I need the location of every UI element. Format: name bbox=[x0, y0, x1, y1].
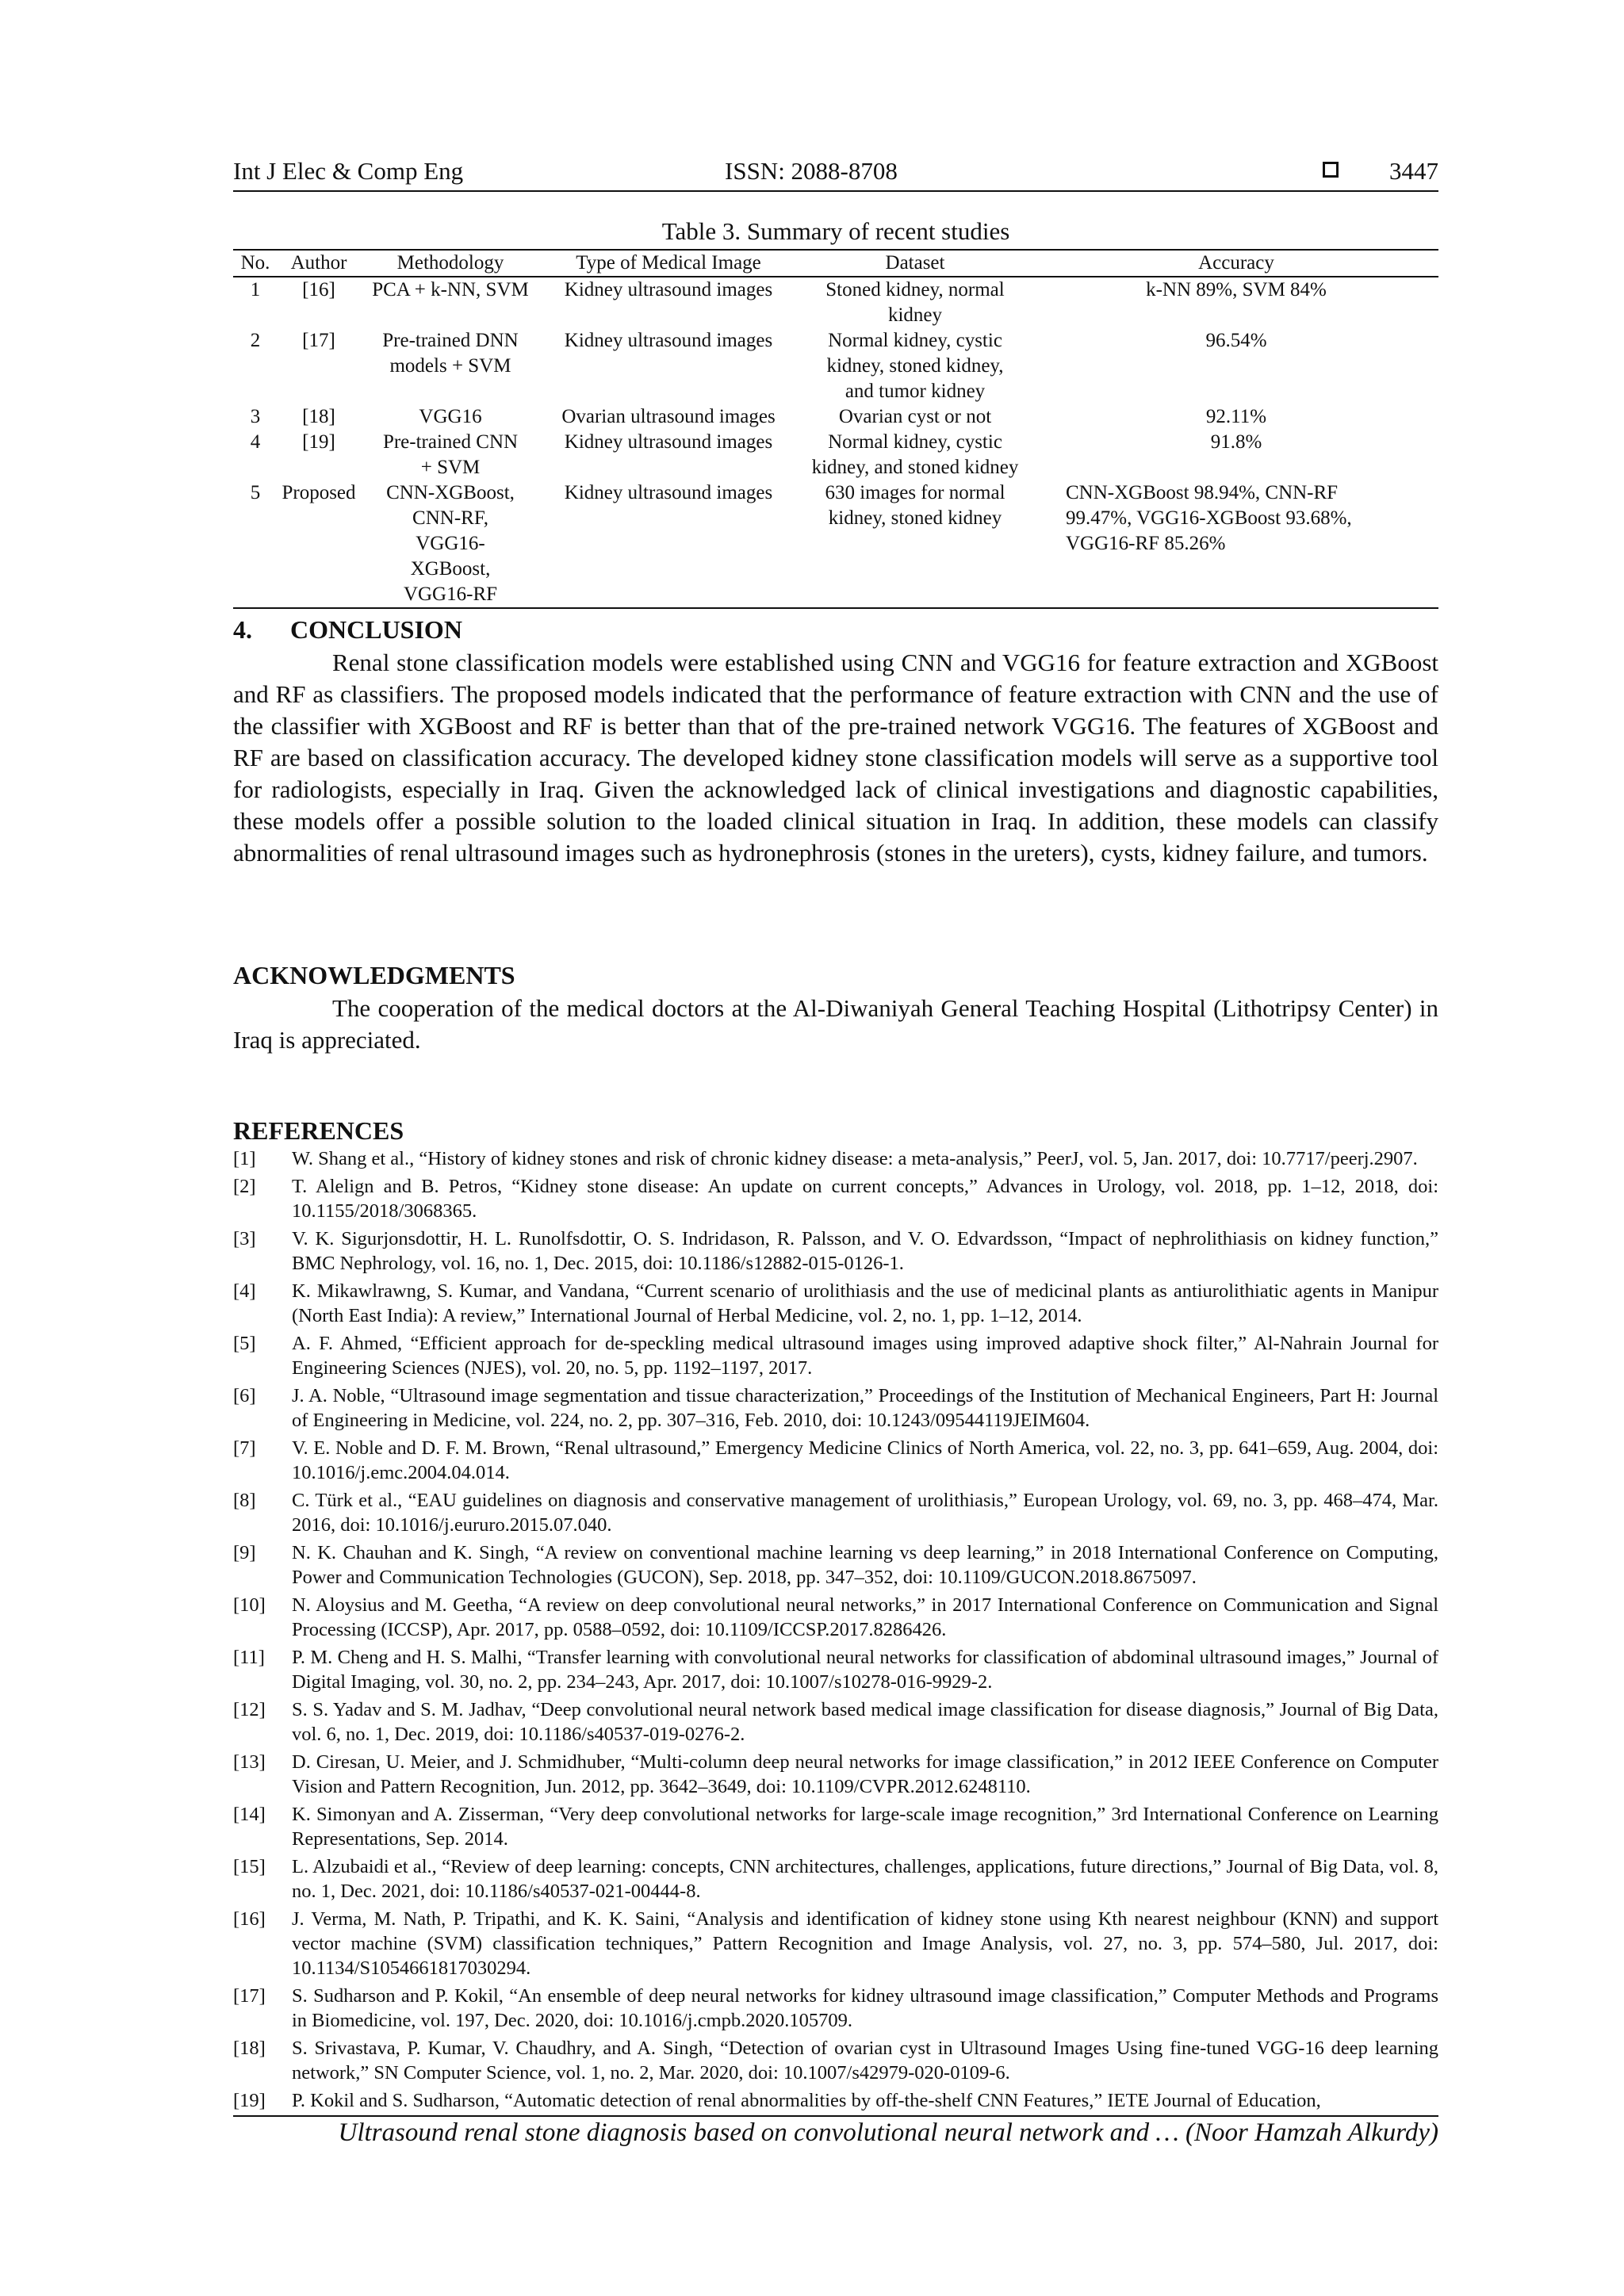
table-cell: 5 bbox=[233, 480, 278, 608]
reference-number: [4] bbox=[233, 1280, 256, 1302]
reference-number: [1] bbox=[233, 1148, 256, 1169]
reference-text: T. Alelign and B. Petros, “Kidney stone disease: An update on current concepts,” Advances in Urology, vol. 2018, pp. 1–12, 2018, doi: 10.1155/2018/3068365. bbox=[292, 1176, 1438, 1222]
reference-text: J. A. Noble, “Ultrasound image segmentation and tissue characterization,” Proceedings of the Institution of Mechanical Engineers, Part H: Journal of Engineering in Medicine, vol. 224, no. 2, pp. 307–316, Feb. 2010, doi: 10.1243/09544119JEIM604. bbox=[292, 1385, 1438, 1431]
table-cell: 96.54% bbox=[1205, 330, 1267, 351]
reference-text: S. Sudharson and P. Kokil, “An ensemble of deep neural networks for kidney ultrasound image classification,” Computer Methods and Programs in Biomedicine, vol. 197, Dec. 2020, doi: 10.1016/j.cmpb.2020.105709. bbox=[292, 1985, 1438, 2031]
conclusion-heading bbox=[233, 615, 462, 645]
reference-number: [14] bbox=[233, 1804, 266, 1825]
table-cell: [19] bbox=[302, 431, 335, 453]
reference-number: [16] bbox=[233, 1908, 266, 1930]
table-cell: 630 images for normal kidney, stoned kidney bbox=[796, 480, 1034, 608]
table-cell: CNN-XGBoost 98.94%, CNN-RF 99.47%, VGG16-XGBoost 93.68%, VGG16-RF 85.26% bbox=[1034, 480, 1438, 608]
footer-rule bbox=[233, 2115, 1438, 2117]
acknowledgments-heading: ACKNOWLEDGMENTS bbox=[233, 961, 515, 989]
reference-number: [3] bbox=[233, 1228, 256, 1249]
table-caption: Table 3. Summary of recent studies bbox=[661, 217, 1010, 245]
reference-text: D. Ciresan, U. Meier, and J. Schmidhuber, “Multi-column deep neural networks for image classification,” in 2012 IEEE Conference on Computer Vision and Pattern Recognition, Jun. 2012, pp. 3642–3649, doi: 10.1109/CVPR.2012.6248110. bbox=[292, 1751, 1438, 1797]
reference-item bbox=[233, 1802, 1438, 1851]
reference-item bbox=[233, 1436, 1438, 1485]
reference-text: N. Aloysius and M. Geetha, “A review on deep convolutional neural networks,” in 2017 International Conference on Communication and Signal Processing (ICCSP), Apr. 2017, pp. 0588–0592, doi: 10.1109/ICCSP.2017.8286426. bbox=[292, 1594, 1438, 1640]
table-cell: [16] bbox=[302, 279, 335, 300]
table-cell: PCA + k-NN, SVM bbox=[372, 279, 529, 300]
table-cell: Proposed bbox=[278, 480, 360, 608]
reference-number: [2] bbox=[233, 1176, 256, 1197]
table-cell: 1 bbox=[250, 279, 261, 300]
column-header: Type of Medical Image bbox=[541, 250, 796, 277]
reference-number: [9] bbox=[233, 1542, 256, 1563]
table-cell: VGG16 bbox=[419, 406, 482, 427]
table-cell: 91.8% bbox=[1210, 431, 1262, 453]
reference-text: P. M. Cheng and H. S. Malhi, “Transfer learning with convolutional neural networks for classification of abdominal ultrasound images,” Journal of Digital Imaging, vol. 30, no. 2, pp. 234–243, Apr. 2017, doi: 10.1007/s10278-016-9929-2. bbox=[292, 1647, 1438, 1693]
table-cell: Normal kidney, cystic kidney, and stoned kidney bbox=[811, 431, 1019, 478]
table-row bbox=[233, 480, 1438, 608]
reference-list bbox=[233, 1146, 1438, 2116]
table-cell: 2 bbox=[250, 330, 261, 351]
reference-item bbox=[233, 1488, 1438, 1537]
reference-item bbox=[233, 1854, 1438, 1904]
page-number: 3447 bbox=[1389, 157, 1438, 185]
reference-number: [11] bbox=[233, 1647, 265, 1668]
reference-item bbox=[233, 1146, 1438, 1171]
reference-number: [18] bbox=[233, 2038, 266, 2059]
reference-text: S. Srivastava, P. Kumar, V. Chaudhry, and A. Singh, “Detection of ovarian cyst in Ultrasound Images Using fine-tuned VGG-16 deep learning network,” SN Computer Science, vol. 1, no. 2, Mar. 2020, doi: 10.1007/s42979-020-0109-6. bbox=[292, 2038, 1438, 2084]
reference-text: P. Kokil and S. Sudharson, “Automatic detection of renal abnormalities by off-the-shelf CNN Features,” IETE Journal of Education, bbox=[292, 2090, 1321, 2111]
reference-item bbox=[233, 1984, 1438, 2033]
reference-item bbox=[233, 1279, 1438, 1328]
reference-text: L. Alzubaidi et al., “Review of deep learning: concepts, CNN architectures, challenges, applications, future directions,” Journal of Big Data, vol. 8, no. 1, Dec. 2021, doi: 10.1186/s40537-021-00444-8. bbox=[292, 1856, 1438, 1902]
table-cell: Kidney ultrasound images bbox=[564, 330, 773, 351]
reference-text: K. Simonyan and A. Zisserman, “Very deep convolutional networks for large-scale image recognition,” 3rd International Conference on Learning Representations, Sep. 2014. bbox=[292, 1804, 1438, 1850]
reference-number: [7] bbox=[233, 1437, 256, 1459]
table-cell: 92.11% bbox=[1205, 406, 1267, 427]
reference-item bbox=[233, 1645, 1438, 1694]
table-cell: Ovarian ultrasound images bbox=[561, 406, 776, 427]
reference-item bbox=[233, 1226, 1438, 1276]
section-title: CONCLUSION bbox=[290, 615, 462, 644]
reference-number: [10] bbox=[233, 1594, 266, 1616]
reference-text: V. K. Sigurjonsdottir, H. L. Runolfsdottir, O. S. Indridason, R. Palsson, and V. O. Edvardsson, “Impact of nephrolithiasis on kidney function,” BMC Nephrology, vol. 16, no. 1, Dec. 2015, doi: 10.1186/s12882-015-0126-1. bbox=[292, 1228, 1438, 1274]
header-rule bbox=[233, 190, 1438, 192]
reference-text: K. Mikawlrawng, S. Kumar, and Vandana, “Current scenario of urolithiasis and the use of medicinal plants as antiurolithiatic agents in Manipur (North East India): A review,” International Journal of Herbal Medicine, vol. 2, no. 1, pp. 1–12, 2014. bbox=[292, 1280, 1438, 1326]
reference-item bbox=[233, 1907, 1438, 1980]
column-header: Author bbox=[278, 250, 360, 277]
reference-text: N. K. Chauhan and K. Singh, “A review on conventional machine learning vs deep learning,” in 2018 International Conference on Computing, Power and Communication Technologies (GUCON), Sep. 2018, pp. 347–352, doi: 10.1109/GUCON.2018.8675097. bbox=[292, 1542, 1438, 1588]
table-cell: 3 bbox=[250, 406, 261, 427]
reference-item bbox=[233, 2088, 1438, 2113]
reference-text: V. E. Noble and D. F. M. Brown, “Renal ultrasound,” Emergency Medicine Clinics of North America, vol. 22, no. 3, pp. 641–659, Aug. 2004, doi: 10.1016/j.emc.2004.04.014. bbox=[292, 1437, 1438, 1483]
square-outline-icon bbox=[1323, 162, 1339, 178]
journal-name: Int J Elec & Comp Eng bbox=[233, 157, 464, 185]
acknowledgments-paragraph: The cooperation of the medical doctors at the Al-Diwaniyah General Teaching Hospital (Lithotripsy Center) in Iraq is appreciated. bbox=[233, 994, 1438, 1054]
table-cell: [18] bbox=[302, 406, 335, 427]
table-cell: Ovarian cyst or not bbox=[838, 406, 992, 427]
table-row bbox=[233, 430, 1438, 480]
reference-number: [13] bbox=[233, 1751, 266, 1773]
reference-number: [5] bbox=[233, 1333, 256, 1354]
reference-item bbox=[233, 1331, 1438, 1380]
reference-number: [8] bbox=[233, 1490, 256, 1511]
column-header: Accuracy bbox=[1034, 250, 1438, 277]
table-row bbox=[233, 404, 1438, 430]
table-cell: Pre-trained CNN + SVM bbox=[382, 431, 519, 478]
table-cell: k-NN 89%, SVM 84% bbox=[1146, 279, 1327, 300]
table-row bbox=[233, 277, 1438, 328]
table-header-row bbox=[233, 250, 1438, 277]
table-cell: Kidney ultrasound images bbox=[564, 431, 773, 453]
reference-item bbox=[233, 1593, 1438, 1642]
reference-item bbox=[233, 1174, 1438, 1223]
reference-text: C. Türk et al., “EAU guidelines on diagnosis and conservative management of urolithiasis,” European Urology, vol. 69, no. 3, pp. 468–474, Mar. 2016, doi: 10.1016/j.eururo.2015.07.040. bbox=[292, 1490, 1438, 1536]
running-header bbox=[233, 157, 1438, 192]
reference-text: J. Verma, M. Nath, P. Tripathi, and K. K. Saini, “Analysis and identification of kidney stone using Kth nearest neighbour (KNN) and support vector machine (SVM) classification techniques,” Pattern Recognition and Image Analysis, vol. 27, no. 3, pp. 574–580, Jul. 2017, doi: 10.1134/S1054661817030294. bbox=[292, 1908, 1438, 1979]
table-cell: Stoned kidney, normal kidney bbox=[825, 279, 1005, 326]
references-heading: REFERENCES bbox=[233, 1116, 404, 1145]
running-footer: Ultrasound renal stone diagnosis based on convolutional neural network and … (Noor Hamzah Alkurdy) bbox=[338, 2118, 1438, 2147]
reference-text: A. F. Ahmed, “Efficient approach for de-speckling medical ultrasound images using improved adaptive shock filter,” Al-Nahrain Journal for Engineering Sciences (NJES), vol. 20, no. 5, pp. 1192–1197, 2017. bbox=[292, 1333, 1438, 1379]
table-cell: Kidney ultrasound images bbox=[564, 279, 773, 300]
column-header: Dataset bbox=[796, 250, 1034, 277]
reference-number: [17] bbox=[233, 1985, 266, 2007]
table-cell: Kidney ultrasound images bbox=[541, 480, 796, 608]
reference-number: [19] bbox=[233, 2090, 266, 2111]
conclusion-paragraph: Renal stone classification models were established using CNN and VGG16 for feature extraction and XGBoost and RF as classifiers. The proposed models indicated that the performance of feature extraction with CNN and the use of the classifier with XGBoost and RF is better than that of the pre-trained network VGG16. The features of XGBoost and RF are based on classification accuracy. The developed kidney stone classification models will serve as a supportive tool for radiologists, especially in Iraq. Given the acknowledged lack of clinical investigations and diagnostic capabilities, these models offer a possible solution to the loaded clinical situation in Iraq. In addition, these models can classify abnormalities of renal ultrasound images such as hydronephrosis (stones in the ureters), cysts, kidney failure, and tumors. bbox=[233, 649, 1438, 867]
reference-text: S. S. Yadav and S. M. Jadhav, “Deep convolutional neural network based medical image classification for disease diagnosis,” Journal of Big Data, vol. 6, no. 1, Dec. 2019, doi: 10.1186/s40537-019-0276-2. bbox=[292, 1699, 1438, 1745]
table-cell: [17] bbox=[302, 330, 335, 351]
column-header: Methodology bbox=[360, 250, 541, 277]
reference-item bbox=[233, 1697, 1438, 1747]
column-header: No. bbox=[233, 250, 278, 277]
reference-text: W. Shang et al., “History of kidney stones and risk of chronic kidney disease: a meta-analysis,” PeerJ, vol. 5, Jan. 2017, doi: 10.7717/peerj.2907. bbox=[292, 1148, 1418, 1169]
table-cell: Normal kidney, cystic kidney, stoned kidney, and tumor kidney bbox=[826, 330, 1004, 402]
summary-table bbox=[233, 249, 1438, 609]
reference-item bbox=[233, 2036, 1438, 2085]
issn: ISSN: 2088-8708 bbox=[725, 157, 898, 185]
reference-number: [6] bbox=[233, 1385, 256, 1406]
section-number: 4. bbox=[233, 615, 252, 644]
table-cell: Pre-trained DNN models + SVM bbox=[382, 330, 519, 377]
reference-number: [12] bbox=[233, 1699, 266, 1720]
table-row bbox=[233, 328, 1438, 404]
reference-number: [15] bbox=[233, 1856, 266, 1877]
reference-item bbox=[233, 1383, 1438, 1433]
reference-item bbox=[233, 1540, 1438, 1590]
reference-item bbox=[233, 1750, 1438, 1799]
table-cell: 4 bbox=[250, 431, 261, 453]
table-cell: CNN-XGBoost, CNN-RF, VGG16-XGBoost, VGG16-RF bbox=[360, 480, 541, 608]
